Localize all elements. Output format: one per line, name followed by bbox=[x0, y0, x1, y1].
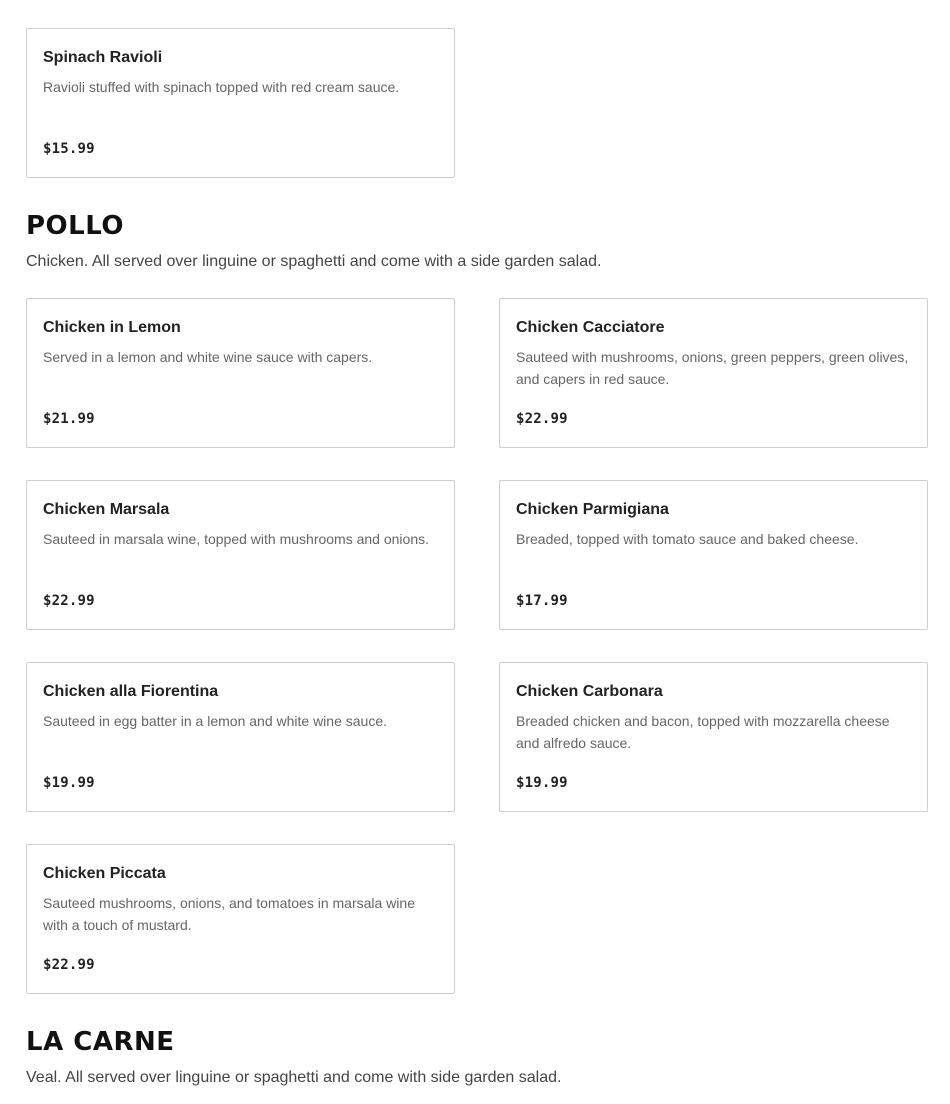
section-title: LA CARNE bbox=[26, 1027, 175, 1057]
menu-item-description: Sauteed with mushrooms, onions, green peppers, green olives, and capers in red sauce. bbox=[516, 349, 909, 387]
menu-item-price: $21.99 bbox=[43, 411, 95, 427]
section-description: Chicken. All served over linguine or spaghetti and come with a side garden salad. bbox=[26, 253, 602, 270]
section-title: POLLO bbox=[26, 211, 124, 241]
menu-items-grid-pollo bbox=[26, 298, 928, 994]
menu-item-name: Chicken Marsala bbox=[43, 501, 170, 518]
menu-item-card-chicken-alla-fiorentina[interactable] bbox=[26, 662, 455, 812]
menu-item-name: Chicken Carbonara bbox=[516, 683, 663, 700]
menu-item-price: $19.99 bbox=[43, 775, 95, 791]
menu-item-card-chicken-in-lemon[interactable] bbox=[26, 298, 455, 448]
menu-item-description: Breaded, topped with tomato sauce and baked cheese. bbox=[516, 531, 859, 547]
menu-item-name: Spinach Ravioli bbox=[43, 49, 163, 66]
menu-item-name: Chicken Piccata bbox=[43, 865, 166, 882]
menu-item-description: Ravioli stuffed with spinach topped with red cream sauce. bbox=[43, 79, 400, 95]
section-description: Veal. All served over linguine or spaghetti and come with side garden salad. bbox=[26, 1069, 562, 1086]
menu-item-name: Chicken Parmigiana bbox=[516, 501, 669, 518]
menu-item-price: $22.99 bbox=[516, 411, 568, 427]
menu-item-card-spinach-ravioli[interactable] bbox=[26, 28, 455, 178]
menu-item-description: Served in a lemon and white wine sauce with capers. bbox=[43, 349, 373, 365]
menu-item-price: $15.99 bbox=[43, 141, 95, 157]
menu-item-price: $22.99 bbox=[43, 593, 95, 609]
menu-item-description: Sauteed in egg batter in a lemon and white wine sauce. bbox=[43, 713, 388, 729]
menu-item-card-chicken-carbonara[interactable] bbox=[499, 662, 928, 812]
menu-item-name: Chicken Cacciatore bbox=[516, 319, 665, 336]
menu-item-card-chicken-piccata[interactable] bbox=[26, 844, 455, 994]
section-header-pollo bbox=[26, 211, 928, 273]
menu-item-price: $19.99 bbox=[516, 775, 568, 791]
menu-item-name: Chicken alla Fiorentina bbox=[43, 683, 219, 700]
menu-item-card-chicken-cacciatore[interactable] bbox=[499, 298, 928, 448]
menu-item-price: $17.99 bbox=[516, 593, 568, 609]
menu-item-name: Chicken in Lemon bbox=[43, 319, 181, 336]
menu-item-card-chicken-parmigiana[interactable] bbox=[499, 480, 928, 630]
menu-item-description: Sauteed in marsala wine, topped with mushrooms and onions. bbox=[43, 531, 429, 547]
menu-item-card-chicken-marsala[interactable] bbox=[26, 480, 455, 630]
menu-item-description: Breaded chicken and bacon, topped with mozzarella cheese and alfredo sauce. bbox=[516, 713, 890, 751]
section-header-la-carne bbox=[26, 1027, 928, 1089]
menu-item-description: Sauteed mushrooms, onions, and tomatoes in marsala wine with a touch of mustard. bbox=[43, 895, 415, 933]
menu-item-price: $22.99 bbox=[43, 957, 95, 973]
